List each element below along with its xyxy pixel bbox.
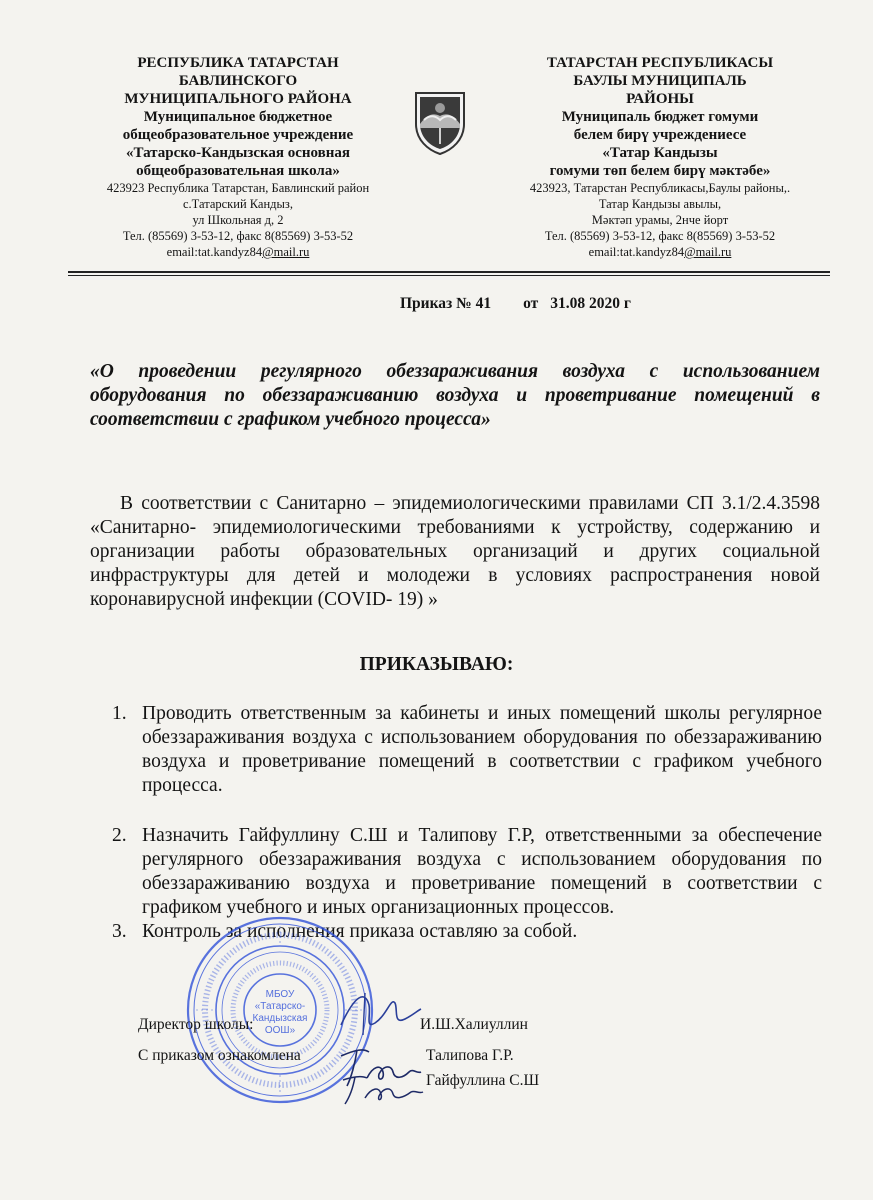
header-left-line: МУНИЦИПАЛЬНОГО РАЙОНА <box>124 91 352 107</box>
order-date: 31.08 2020 г <box>550 295 631 312</box>
orders-heading: ПРИКАЗЫВАЮ: <box>359 654 514 675</box>
header-right-line: БАУЛЫ МУНИЦИПАЛЬ <box>573 73 747 89</box>
header-right-line: «Татар Кандызы <box>602 145 718 161</box>
order-item <box>112 824 822 920</box>
order-number: Приказ № 41 <box>400 295 492 312</box>
header-right-line: ТАТАРСТАН РЕСПУБЛИКАСЫ <box>546 55 774 71</box>
order-item-text: Проводить ответственным за кабинеты и иных помещений школы регулярное обеззараживания воздуха с использованием оборудования по обеззараживанию воздуха и проветривание помещений в соответствии с графиком учебного процесса. <box>142 703 822 796</box>
order-item-number: 1. <box>112 703 127 724</box>
header-left-line: БАВЛИНСКОГО <box>178 73 298 89</box>
acquainted-person: Гайфуллина С.Ш <box>426 1072 540 1089</box>
header-divider <box>68 271 830 273</box>
email-prefix: email:tat.kandyz84 <box>588 245 685 259</box>
order-item-text: Назначить Гайфуллину С.Ш и Талипову Г.Р, ответственными за обеспечение регулярного обеззараживания воздуха с использованием оборудования по обеззараживанию воздуха и проветривание помещений в соответствии с графиком учебного и иных организационных процессов. <box>142 825 822 918</box>
header-left-block <box>88 54 388 260</box>
header-left-phone: Тел. (85569) 3-53-12, факс 8(85569) 3-53-52 <box>122 229 354 243</box>
header-left-line: «Татарско-Кандызская основная <box>125 145 351 161</box>
header-right-address: Татар Кандызы авылы, <box>598 197 722 211</box>
header-right-phone: Тел. (85569) 3-53-12, факс 8(85569) 3-53-52 <box>544 229 776 243</box>
header-left-line: РЕСПУБЛИКА ТАТАРСТАН <box>137 55 339 71</box>
header-left-line: общеобразовательное учреждение <box>122 127 354 143</box>
header-divider-thin <box>68 275 830 276</box>
svg-text:ООШ»: ООШ» <box>264 1025 296 1036</box>
header-right-email <box>490 244 830 260</box>
order-items-list <box>112 702 822 944</box>
director-label: Директор школы: <box>138 1016 254 1033</box>
header-left-line: общеобразовательная школа» <box>136 163 340 179</box>
header-left-line: Муниципальное бюджетное <box>143 109 333 125</box>
preamble-paragraph: В соответствии с Санитарно – эпидемиологическими правилами СП 3.1/2.4.3598 «Санитарно- эпидемиологическими требованиями к устройству, содержанию и организации работы образовательных организаций и других социальной инфраструктуры для детей и молодежи в условиях распространения новой коронавирусной инфекции (COVID- 19) » <box>90 493 820 610</box>
email-prefix: email:tat.kandyz84 <box>166 245 263 259</box>
order-item-number: 3. <box>112 921 127 942</box>
gayfullina-signature <box>333 1068 428 1108</box>
header-right-address: Мәктәп урамы, 2нче йорт <box>591 213 729 227</box>
order-item <box>112 702 822 798</box>
svg-text:МБОУ: МБОУ <box>265 989 295 1000</box>
header-left-email <box>88 244 388 260</box>
header-right-address: 423923, Татарстан Республикасы,Баулы районы,. <box>529 181 791 195</box>
svg-text:«Татарско-: «Татарско- <box>254 1001 306 1012</box>
email-domain-link[interactable]: @mail.ru <box>684 245 732 259</box>
header-right-line: гомуми төп белем бирү мәктәбе» <box>549 163 771 179</box>
header-right-line: РАЙОНЫ <box>626 91 694 107</box>
order-from-label: от <box>523 295 539 312</box>
header-right-line: белем бирү учреждениесе <box>573 127 747 143</box>
order-item-number: 2. <box>112 825 127 846</box>
order-number-line <box>400 295 631 313</box>
header-left-address: ул Школьная д, 2 <box>192 213 284 227</box>
svg-text:Кандызская: Кандызская <box>252 1013 308 1024</box>
director-signature <box>335 985 425 1040</box>
acquainted-label: С приказом ознакомлена <box>138 1047 301 1064</box>
header-right-line: Муниципаль бюджет гомуми <box>561 109 759 125</box>
acquainted-person: Талипова Г.Р. <box>426 1047 514 1064</box>
order-item-text: Контроль за исполнения приказа оставляю за собой. <box>142 921 578 942</box>
header-right-block <box>490 54 830 260</box>
coat-of-arms-icon <box>412 90 468 156</box>
order-title: «О проведении регулярного обеззараживания воздуха с использованием оборудования по обеззараживанию воздуха и проветривание помещений в соответствии с графиком учебного процесса» <box>90 361 820 430</box>
email-domain-link[interactable]: @mail.ru <box>262 245 310 259</box>
director-name: И.Ш.Халиуллин <box>420 1016 528 1033</box>
header-left-address: с.Татарский Кандыз, <box>183 197 293 211</box>
header-left-address: 423923 Республика Татарстан, Бавлинский район <box>106 181 370 195</box>
